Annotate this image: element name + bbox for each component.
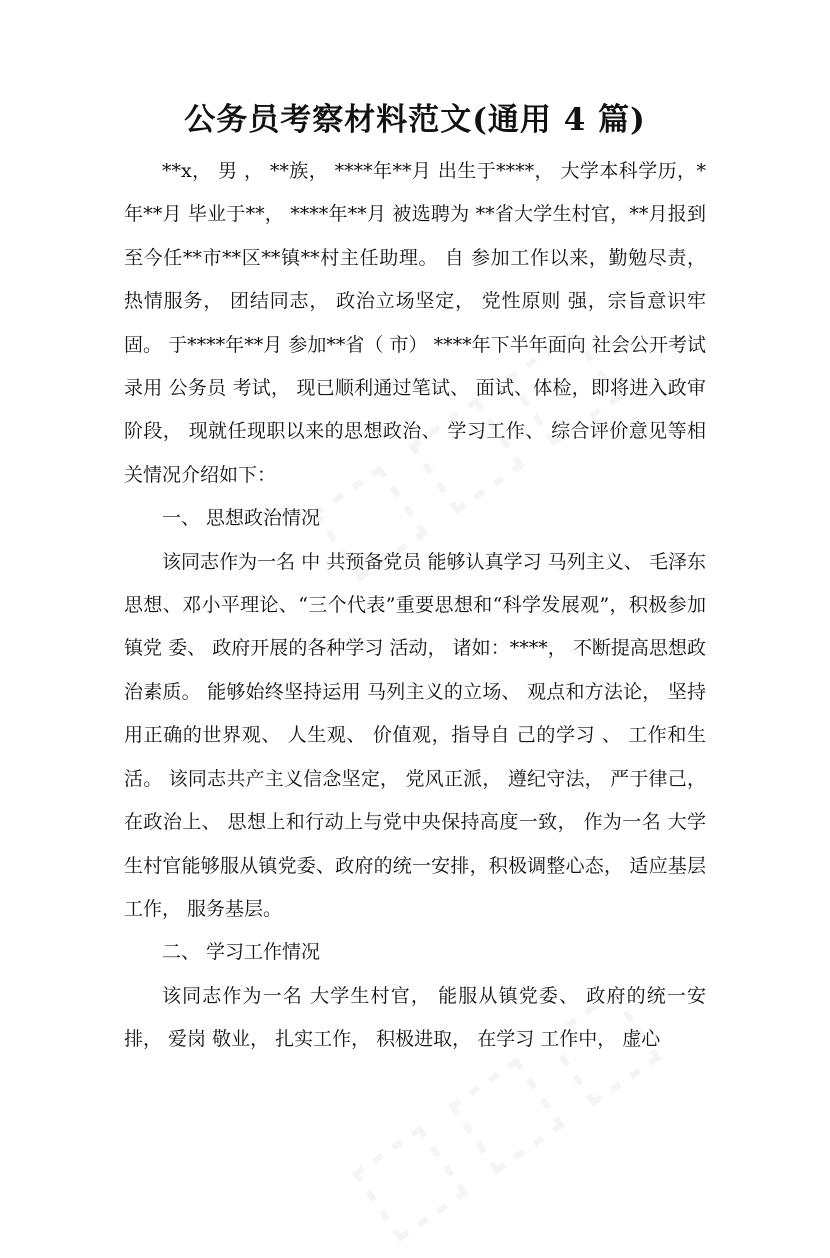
paragraph-political: 该同志作为一名 中 共预备党员 能够认真学习 马列主义、 毛泽东思想、邓小平理论、“三个代表”重要思想和“科学发展观”，积极参加镇党 委、 政府开展的各种学习 活动， 诸如：****， 不断提高思想政治素质。 能够始终坚持运用 马列主义的立场、 观点和方法论， 坚持用正确的世界观、 人生观、 价值观，指导自 己的学习 、 工作和生活。 该同志共产主义信念坚定， 党风正派， 遵纪守法， 严于律己， 在政治上、 思想上和行动上与党中央保持高度一致， 作为一名 大学生村官能够服从镇党委、政府的统一安排，积极调整心态， 适应基层工作， 服务基层。 bbox=[124, 550, 706, 920]
document-title: 公务员考察材料范文(通用 4 篇) bbox=[184, 102, 646, 138]
document-body bbox=[124, 150, 706, 1062]
section-heading-study-work: 二、 学习工作情况 bbox=[162, 941, 321, 964]
section-heading-political: 一、 思想政治情况 bbox=[162, 507, 321, 530]
paragraph-intro: **x， 男 ， **族， ****年**月 出生于****， 大学本科学历，*年**月 毕业于**， ****年**月 被选聘为 **省大学生村官，**月报到至今任**市**区**镇**村主任助理。 自 参加工作以来，勤勉尽责， 热情服务， 团结同志， 政治立场坚定， 党性原则 强，宗旨意识牢固。 于****年**月 参加**省（ 市） ****年下半年面向 社会公开考试录用 公务员 考试， 现已顺利通过笔试、 面试、体检，即将进入政审阶段， 现就任现职以来的思想政治、 学习工作、 综合评价意见等相关情况介绍如下： bbox=[124, 160, 706, 486]
paragraph-study-work: 该同志作为一名 大学生村官， 能服从镇党委、 政府的统一安排， 爱岗 敬业， 扎实工作， 积极进取， 在学习 工作中， 虚心 bbox=[124, 984, 706, 1051]
